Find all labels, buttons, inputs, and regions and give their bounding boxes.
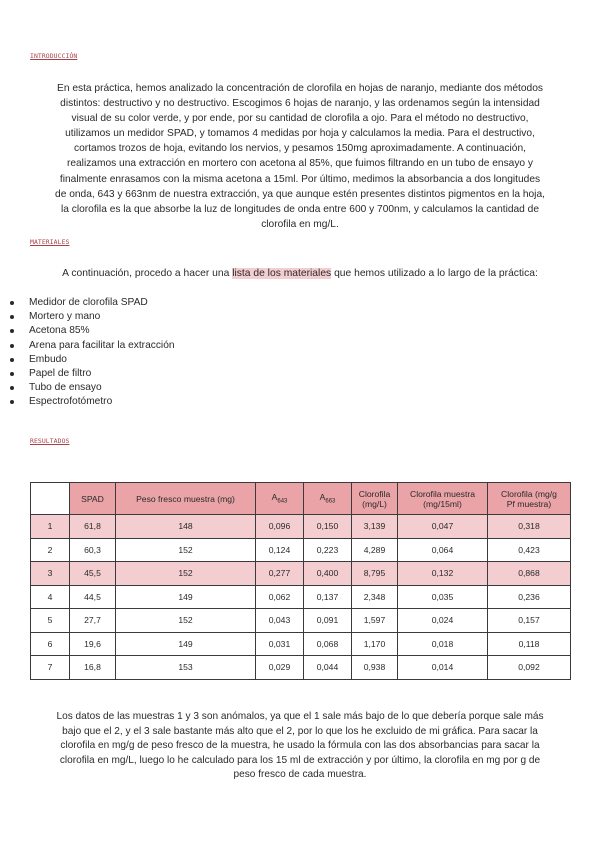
materiales-intro (30, 268, 570, 279)
column-header-a663-main: A (319, 492, 326, 503)
a663-cell: 0,400 (304, 562, 352, 586)
list-item-label: Arena para facilitar la extracción (29, 339, 175, 351)
list-item (10, 367, 175, 381)
paragraph-line: Los datos de las muestras 1 y 3 son anómalos, ya que el 1 sale más bajo de lo que debería porque sale más (56, 711, 544, 722)
paragraph-line: visual de su color verde, y por ende, por su cantidad de clorofila a ojo. Para el método no destructivo, (71, 113, 529, 125)
row-id-cell: 3 (31, 562, 70, 586)
paragraph-line: utilizamos un medidor SPAD, y tomamos 4 medidas por hoja y calculamos la media. Para el destructivo, (65, 128, 535, 140)
column-header-clorofila-mgl (352, 483, 398, 515)
bullet-icon (10, 301, 14, 305)
paragraph-line: clorofila en mg/L, luego lo he calculado para los 15 ml de extracción y por último, la clorofila en mg por g de (59, 754, 541, 766)
column-header-clorofila-mgg (488, 483, 571, 515)
clorofila-mgg-cell: 0,318 (488, 515, 571, 539)
bullet-icon (10, 400, 14, 404)
table-row (31, 515, 571, 539)
table-row (31, 538, 571, 562)
clorofila-muestra-cell: 0,014 (398, 656, 488, 680)
paragraph-line: realizamos una extracción en mortero con acetona al 85%, que fuimos filtrando en un tubo de ensayo y (66, 158, 534, 170)
clorofila-mgl-cell: 1,170 (352, 632, 398, 656)
spad-cell: 61,8 (70, 515, 116, 539)
clorofila-mgl-cell: 1,597 (352, 609, 398, 633)
spad-cell: 44,5 (70, 585, 116, 609)
bullet-icon (10, 329, 14, 333)
table-row (31, 632, 571, 656)
a643-cell: 0,096 (256, 515, 304, 539)
clorofila-mgl-cell: 8,795 (352, 562, 398, 586)
table-corner-cell (31, 483, 70, 515)
a643-cell: 0,277 (256, 562, 304, 586)
materiales-intro-text: A continuación, procedo a hacer una (62, 268, 233, 279)
materiales-list (10, 296, 175, 410)
list-item-label: Acetona 85% (29, 325, 90, 337)
list-item (10, 339, 175, 353)
peso-cell: 148 (116, 515, 256, 539)
a643-cell: 0,062 (256, 585, 304, 609)
bullet-icon (10, 372, 14, 376)
column-header-spad: SPAD (70, 483, 116, 515)
peso-cell: 152 (116, 538, 256, 562)
paragraph-line: bajo que el 2, y el 3 sale bastante más alto que el 2, por lo que los he excluido de mi gráfica. Para sacar la (62, 725, 538, 737)
a663-cell: 0,223 (304, 538, 352, 562)
table-row (31, 609, 571, 633)
row-id-cell: 6 (31, 632, 70, 656)
table-row (31, 585, 571, 609)
list-item (10, 353, 175, 367)
a643-cell: 0,029 (256, 656, 304, 680)
peso-cell: 149 (116, 585, 256, 609)
clorofila-muestra-cell: 0,024 (398, 609, 488, 633)
column-header-a643-main: A (271, 492, 278, 503)
introduccion-paragraph (30, 81, 570, 232)
bullet-icon (10, 358, 14, 362)
clorofila-mgg-cell: 0,423 (488, 538, 571, 562)
header-line: Pf muestra) (506, 498, 552, 509)
column-header-a663 (304, 483, 352, 515)
column-header-peso: Peso fresco muestra (mg) (116, 483, 256, 515)
list-item (10, 296, 175, 310)
section-heading-materiales: MATERIALES (30, 238, 70, 246)
column-header-a663-sub: 663 (325, 498, 336, 505)
a643-cell: 0,031 (256, 632, 304, 656)
paragraph-line: distintos: destructivo y no destructivo. Escogimos 6 hojas de naranjo, y las ordenamos según la intensidad (60, 98, 540, 110)
materiales-intro-highlight: lista de los materiales (232, 268, 332, 279)
clorofila-mgl-cell: 4,289 (352, 538, 398, 562)
list-item-label: Tubo de ensayo (29, 382, 102, 394)
list-item (10, 324, 175, 338)
peso-cell: 152 (116, 609, 256, 633)
clorofila-mgg-cell: 0,236 (488, 585, 571, 609)
a663-cell: 0,044 (304, 656, 352, 680)
peso-cell: 152 (116, 562, 256, 586)
a663-cell: 0,150 (304, 515, 352, 539)
paragraph-line: de onda, 643 y 663nm de nuestra extracción, ya que aunque estén presentes distintos pigmentos en la hoja, (55, 188, 545, 200)
row-id-cell: 7 (31, 656, 70, 680)
header-line: Clorofila muestra (410, 488, 475, 499)
table-row (31, 562, 571, 586)
paragraph-line: cortamos trozos de hoja, evitando los nervios, y pesamos 150mg aproximadamente. A continuación, (74, 143, 526, 155)
a643-cell: 0,043 (256, 609, 304, 633)
column-header-a643-sub: 643 (277, 498, 288, 505)
list-item (10, 310, 175, 324)
a663-cell: 0,091 (304, 609, 352, 633)
clorofila-mgg-cell: 0,118 (488, 632, 571, 656)
peso-cell: 149 (116, 632, 256, 656)
a663-cell: 0,068 (304, 632, 352, 656)
results-table (30, 482, 571, 680)
spad-cell: 16,8 (70, 656, 116, 680)
list-item (10, 381, 175, 395)
clorofila-mgg-cell: 0,868 (488, 562, 571, 586)
clorofila-mgl-cell: 2,348 (352, 585, 398, 609)
bullet-icon (10, 386, 14, 390)
resultados-conclusion (30, 710, 570, 783)
paragraph-line: finalmente enrasamos con la misma acetona a 15ml. Por último, medimos la absorbancia a dos longitudes (59, 173, 541, 185)
peso-cell: 153 (116, 656, 256, 680)
row-id-cell: 2 (31, 538, 70, 562)
spad-cell: 27,7 (70, 609, 116, 633)
header-line: Clorofila (358, 488, 391, 499)
list-item-label: Mortero y mano (29, 311, 101, 323)
paragraph-line: En esta práctica, hemos analizado la concentración de clorofila en hojas de naranjo, mediante dos métodos (57, 83, 543, 94)
clorofila-muestra-cell: 0,064 (398, 538, 488, 562)
list-item-label: Papel de filtro (29, 367, 92, 379)
spad-cell: 60,3 (70, 538, 116, 562)
spad-cell: 45,5 (70, 562, 116, 586)
list-item-label: Espectrofotómetro (29, 396, 113, 408)
section-heading-resultados: RESULTADOS (30, 437, 70, 445)
list-item-label: Embudo (29, 353, 67, 365)
header-line: (mg/15ml) (423, 498, 462, 509)
paragraph-line: clorofila en mg/g de peso fresco de la muestra, he usado la fórmula con las dos absorbancias para sacar la (60, 740, 540, 752)
clorofila-mgg-cell: 0,157 (488, 609, 571, 633)
table-row (31, 656, 571, 680)
row-id-cell: 4 (31, 585, 70, 609)
paragraph-line: peso fresco de cada muestra. (233, 769, 367, 781)
a663-cell: 0,137 (304, 585, 352, 609)
clorofila-muestra-cell: 0,018 (398, 632, 488, 656)
section-heading-introduccion: INTRODUCCIÓN (30, 52, 78, 60)
column-header-a643 (256, 483, 304, 515)
clorofila-muestra-cell: 0,047 (398, 515, 488, 539)
a643-cell: 0,124 (256, 538, 304, 562)
header-line: Clorofila (mg/g (501, 488, 557, 499)
table-header-row (31, 483, 571, 515)
column-header-clorofila-muestra (398, 483, 488, 515)
clorofila-mgl-cell: 0,938 (352, 656, 398, 680)
clorofila-muestra-cell: 0,035 (398, 585, 488, 609)
header-line: (mg/L) (362, 498, 387, 509)
row-id-cell: 5 (31, 609, 70, 633)
spad-cell: 19,6 (70, 632, 116, 656)
paragraph-line: clorofila en mg/L. (261, 218, 339, 230)
clorofila-muestra-cell: 0,132 (398, 562, 488, 586)
materiales-intro-text-end: que hemos utilizado a lo largo de la práctica: (331, 268, 538, 279)
clorofila-mgl-cell: 3,139 (352, 515, 398, 539)
list-item (10, 395, 175, 409)
bullet-icon (10, 344, 14, 348)
paragraph-line: la clorofila es la que absorbe la luz de longitudes de onda entre 600 y 700nm, y calculamos la cantidad de (61, 203, 539, 215)
clorofila-mgg-cell: 0,092 (488, 656, 571, 680)
bullet-icon (10, 315, 14, 319)
row-id-cell: 1 (31, 515, 70, 539)
list-item-label: Medidor de clorofila SPAD (29, 297, 148, 308)
